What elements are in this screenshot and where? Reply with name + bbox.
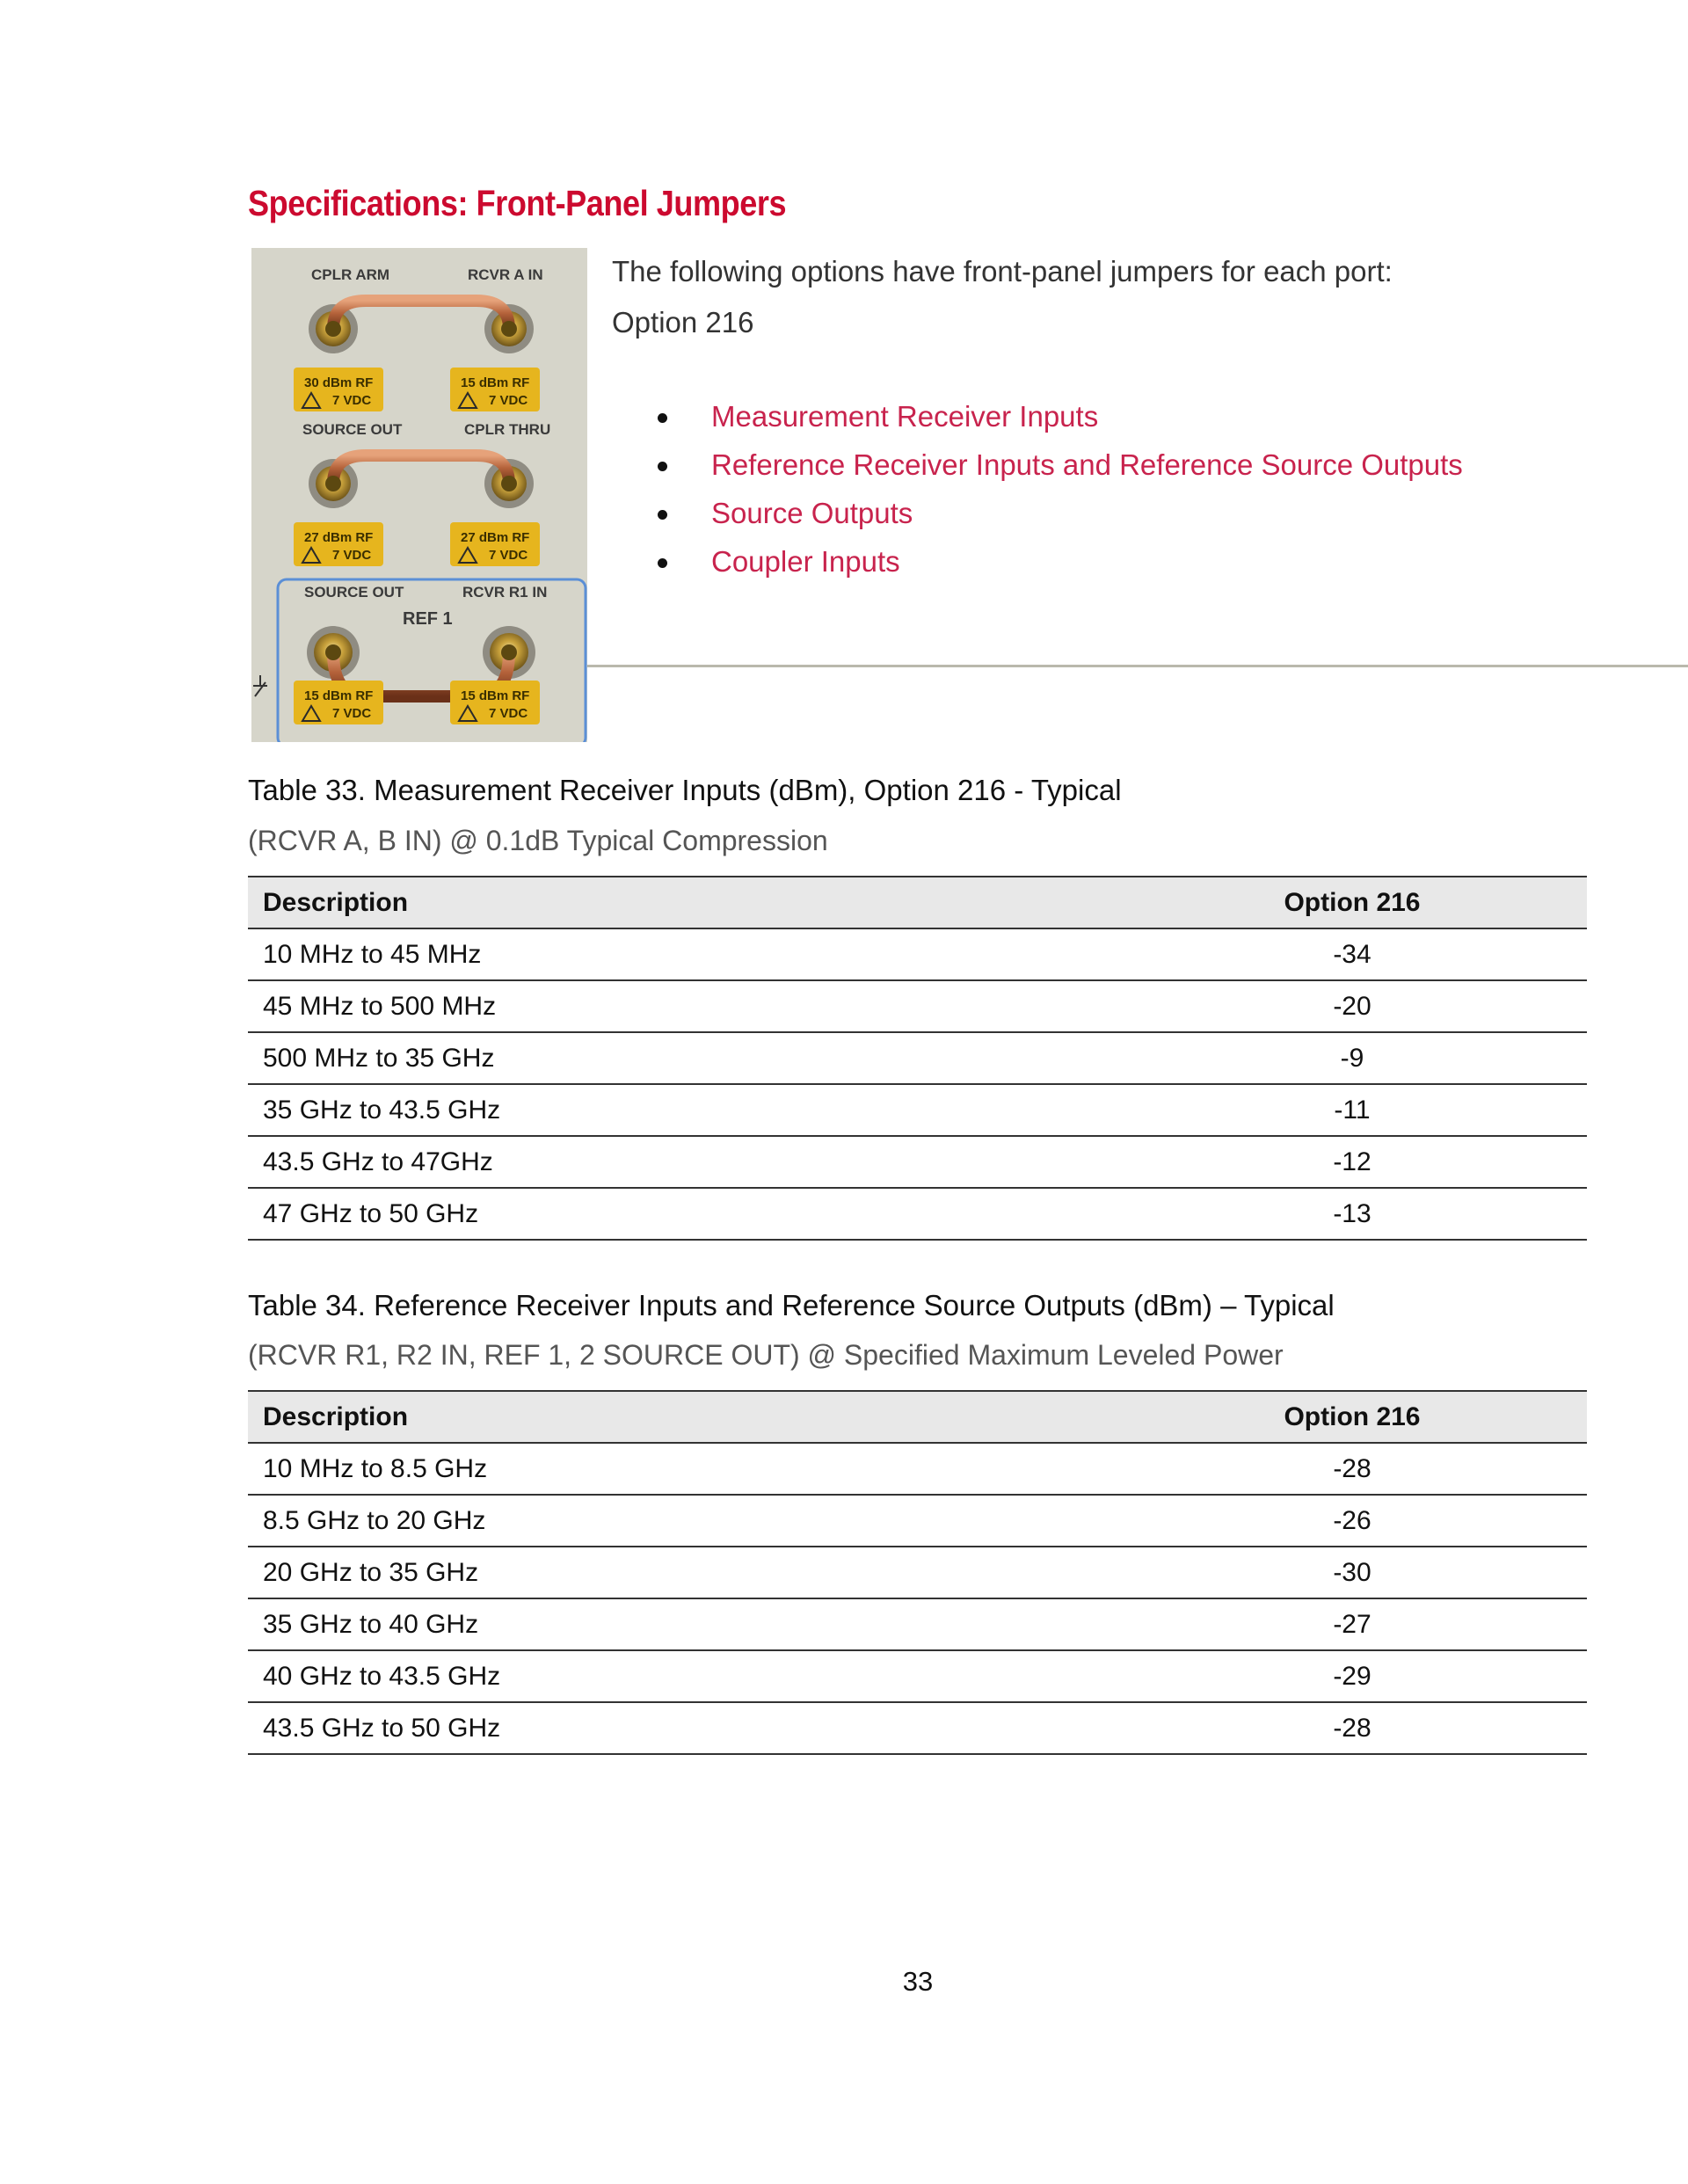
table-cell: 45 MHz to 500 MHz: [248, 980, 1117, 1032]
bullet-icon: [658, 510, 667, 520]
table-cell: 43.5 GHz to 47GHz: [248, 1136, 1117, 1188]
warning-line: 7 VDC: [489, 548, 528, 563]
bullet-icon: [658, 558, 667, 568]
table-cell: 8.5 GHz to 20 GHz: [248, 1495, 1117, 1547]
warning-line: 7 VDC: [489, 393, 528, 408]
table-header-row: [248, 1391, 1587, 1443]
link-source-outputs[interactable]: Source Outputs: [711, 497, 913, 529]
table-cell: -27: [1117, 1598, 1587, 1650]
table-row: [248, 1598, 1587, 1650]
table-cell: 500 MHz to 35 GHz: [248, 1032, 1117, 1084]
list-item: [658, 440, 1463, 489]
table-33: [248, 876, 1587, 1241]
table-cell: -13: [1117, 1188, 1587, 1240]
table-cell: -30: [1117, 1547, 1587, 1598]
warning-line: 30 dBm RF: [304, 375, 374, 390]
list-item: [658, 489, 1463, 537]
photo-label: RCVR A IN: [468, 266, 543, 283]
intro-option: Option 216: [612, 306, 754, 339]
table-cell: 35 GHz to 40 GHz: [248, 1598, 1117, 1650]
column-header: Option 216: [1117, 1391, 1587, 1443]
table-row: [248, 928, 1587, 980]
warning-line: 7 VDC: [332, 548, 372, 563]
warning-line: 7 VDC: [332, 706, 372, 721]
table-cell: -12: [1117, 1136, 1587, 1188]
table-cell: 47 GHz to 50 GHz: [248, 1188, 1117, 1240]
column-header: Description: [248, 1391, 1117, 1443]
table-row: [248, 1032, 1587, 1084]
photo-label: SOURCE OUT: [304, 584, 404, 601]
photo-label: REF 1: [403, 609, 453, 629]
column-header: Option 216: [1117, 877, 1587, 928]
link-coupler-inputs[interactable]: Coupler Inputs: [711, 545, 900, 578]
table-row: [248, 1495, 1587, 1547]
table-cell: 10 MHz to 8.5 GHz: [248, 1443, 1117, 1495]
table-cell: -26: [1117, 1495, 1587, 1547]
list-item: [658, 392, 1463, 440]
warning-line: 7 VDC: [332, 393, 372, 408]
table-cell: 10 MHz to 45 MHz: [248, 928, 1117, 980]
table-row: [248, 1547, 1587, 1598]
table-34-subcaption: (RCVR R1, R2 IN, REF 1, 2 SOURCE OUT) @ Specified Maximum Leveled Power: [248, 1339, 1284, 1371]
warning-line: 7 VDC: [489, 706, 528, 721]
intro-text: [612, 246, 1393, 348]
warning-line: 15 dBm RF: [304, 688, 374, 703]
table-33-caption: Table 33. Measurement Receiver Inputs (dBm), Option 216 - Typical: [248, 774, 1122, 806]
divider-line: [587, 665, 1688, 667]
page-number: 33: [902, 1966, 934, 1997]
list-item: [658, 537, 1463, 586]
jumper-link-list: [658, 392, 1463, 586]
page-title: Specifications: Front-Panel Jumpers: [248, 183, 787, 223]
front-panel-jumpers-photo: [251, 248, 587, 742]
table-row: [248, 1084, 1587, 1136]
photo-label: CPLR THRU: [464, 421, 551, 438]
table-row: [248, 1136, 1587, 1188]
table-cell: -28: [1117, 1443, 1587, 1495]
photo-label: RCVR R1 IN: [462, 584, 548, 601]
link-reference-receiver-inputs[interactable]: Reference Receiver Inputs and Reference Source Outputs: [711, 448, 1463, 481]
column-header: Description: [248, 877, 1117, 928]
table-cell: 43.5 GHz to 50 GHz: [248, 1702, 1117, 1754]
bullet-icon: [658, 413, 667, 423]
intro-line: The following options have front-panel jumpers for each port:: [612, 255, 1393, 288]
table-cell: 40 GHz to 43.5 GHz: [248, 1650, 1117, 1702]
table-cell: -11: [1117, 1084, 1587, 1136]
photo-label: CPLR ARM: [311, 266, 390, 283]
table-34: [248, 1390, 1587, 1755]
table-header-row: [248, 877, 1587, 928]
table-cell: -28: [1117, 1702, 1587, 1754]
warning-line: 15 dBm RF: [461, 688, 530, 703]
table-cell: -20: [1117, 980, 1587, 1032]
link-measurement-receiver-inputs[interactable]: Measurement Receiver Inputs: [711, 400, 1099, 433]
table-row: [248, 1443, 1587, 1495]
table-cell: 35 GHz to 43.5 GHz: [248, 1084, 1117, 1136]
table-cell: 20 GHz to 35 GHz: [248, 1547, 1117, 1598]
table-row: [248, 1188, 1587, 1240]
warning-line: 15 dBm RF: [461, 375, 530, 390]
table-cell: -29: [1117, 1650, 1587, 1702]
table-cell: -34: [1117, 928, 1587, 980]
table-34-caption: Table 34. Reference Receiver Inputs and Reference Source Outputs (dBm) – Typical: [248, 1289, 1335, 1321]
table-row: [248, 1650, 1587, 1702]
table-row: [248, 1702, 1587, 1754]
warning-line: 27 dBm RF: [461, 530, 530, 545]
table-33-subcaption: (RCVR A, B IN) @ 0.1dB Typical Compression: [248, 825, 828, 856]
bullet-icon: [658, 462, 667, 471]
photo-label: SOURCE OUT: [302, 421, 403, 438]
table-cell: -9: [1117, 1032, 1587, 1084]
table-row: [248, 980, 1587, 1032]
warning-line: 27 dBm RF: [304, 530, 374, 545]
